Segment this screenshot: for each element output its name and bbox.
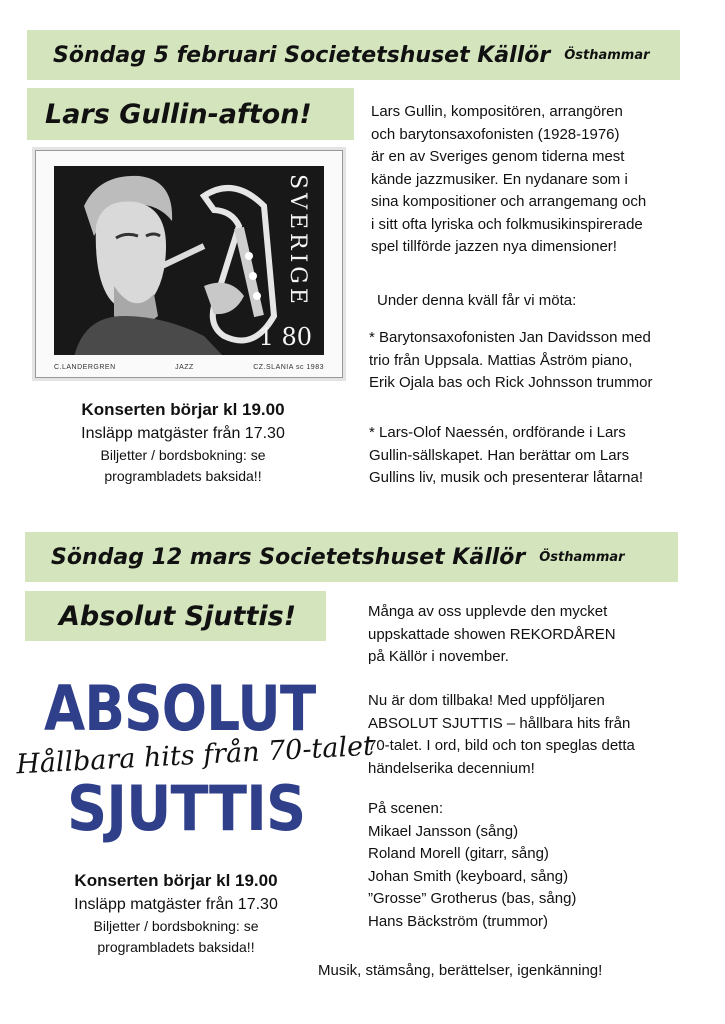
event1-intro: Under denna kväll får vi möta: [377,292,577,309]
event2-banner-date: Söndag 12 mars Societetshuset Källör [51,544,526,570]
event1-banner [27,30,680,80]
performer-item: Roland Morell (gitarr, sång) [368,845,549,862]
event2-p2-line: ABSOLUT SJUTTIS – hållbara hits från [368,714,631,732]
event2-footer: Musik, stämsång, berättelser, igenkänning! [318,962,603,979]
event2-p2-line: Nu är dom tillbaka! Med uppföljaren [368,692,605,709]
stamp-footer-mid: JAZZ [175,364,194,371]
event1-p2-line: trio från Uppsala. Mattias Åström piano, [369,351,633,369]
event2-banner [25,532,678,582]
event2-p2-line: händelserika decennium! [368,759,535,777]
event1-p2-line: * Barytonsaxofonisten Jan Davidsson med [369,329,651,346]
event1-tickets-line2: programbladets baksida!! [104,468,262,484]
event1-banner-date: Söndag 5 februari Societetshuset Källör [53,42,551,68]
event1-tickets-line1: Biljetter / bordsbokning: se [100,447,266,463]
event2-p1-line: Många av oss upplevde den mycket [368,603,608,620]
performer-item: ”Grosse” Grotherus (bas, sång) [368,890,577,907]
stamp-footer-right: CZ.SLANIA sc 1983 [253,364,324,371]
event1-description [371,101,691,259]
event1-performers [369,327,694,395]
event2-stage-list [368,798,688,933]
stamp-footer [54,364,324,371]
event1-entry-time: Insläpp matgäster från 17.30 [81,425,285,442]
event1-p1-line: Lars Gullin, kompositören, arrangören [371,103,623,120]
performer-item: Johan Smith (keyboard, sång) [368,867,569,885]
event1-p2-line: Erik Ojala bas och Rick Johnsson trummor [369,374,653,391]
event1-p1-line: och barytonsaxofonisten (1928-1976) [371,125,620,143]
performer-item: Mikael Jansson (sång) [368,822,519,840]
stamp-country: SVERIGE [285,174,310,308]
event2-start-time: Konserten börjar kl 19.00 [74,871,278,890]
event2-p1-line: uppskattade showen REKORDÅREN [368,625,616,643]
event2-intro-text [368,601,688,669]
event2-title: Absolut Sjuttis! [59,600,297,632]
event1-p1-line: är en av Sveriges genom tiderna mest [371,148,625,165]
gullin-stamp-image [35,150,343,378]
event2-description [368,690,693,780]
event1-speaker [369,422,694,490]
stamp-footer-left: C.LANDERGREN [54,364,116,371]
logo-word-sjuttis: SJUTTIS [67,772,306,845]
logo-word-absolut: ABSOLUT [44,672,316,745]
event1-title-box [27,88,354,140]
stamp-value: 1 80 [258,323,312,351]
event2-banner-place: Östhammar [539,549,625,565]
event1-p1-line: i sitt ofta lyriska och folkmusikinspirerade [371,215,643,233]
event1-p3-line: Gullin-sällskapet. Han berättar om Lars [369,446,630,464]
performer-item: Hans Bäckström (trummor) [368,912,549,930]
logo-script-tagline: Hållbara hits från 70-talet [15,730,375,781]
stamp-portrait [54,166,324,355]
event2-tickets-line2: programbladets baksida!! [97,939,255,955]
event1-title: Lars Gullin-afton! [45,98,312,130]
stage-label: På scenen: [368,800,444,817]
event2-title-box [25,591,326,641]
event2-p1-line: på Källör i november. [368,648,509,665]
event1-start-time: Konserten börjar kl 19.00 [81,400,285,419]
event2-info [16,869,336,958]
absolut-sjuttis-logo [10,672,375,848]
event1-p1-line: spel tillförde jazzen nya dimensioner! [371,238,617,255]
event1-info [27,398,339,487]
event1-p1-line: sina kompositioner och arrangemang och [371,193,647,210]
event1-banner-place: Östhammar [564,47,650,63]
event2-p2-line: 70-talet. I ord, bild och ton speglas detta [368,737,635,754]
event1-p3-line: * Lars-Olof Naessén, ordförande i Lars [369,424,626,441]
event2-entry-time: Insläpp matgäster från 17.30 [74,896,278,913]
event1-p1-line: kände jazzmusiker. En nydanare som i [371,170,628,188]
event2-tickets-line1: Biljetter / bordsbokning: se [93,918,259,934]
event1-p3-line: Gullins liv, musik och presenterar låtarna! [369,469,643,486]
